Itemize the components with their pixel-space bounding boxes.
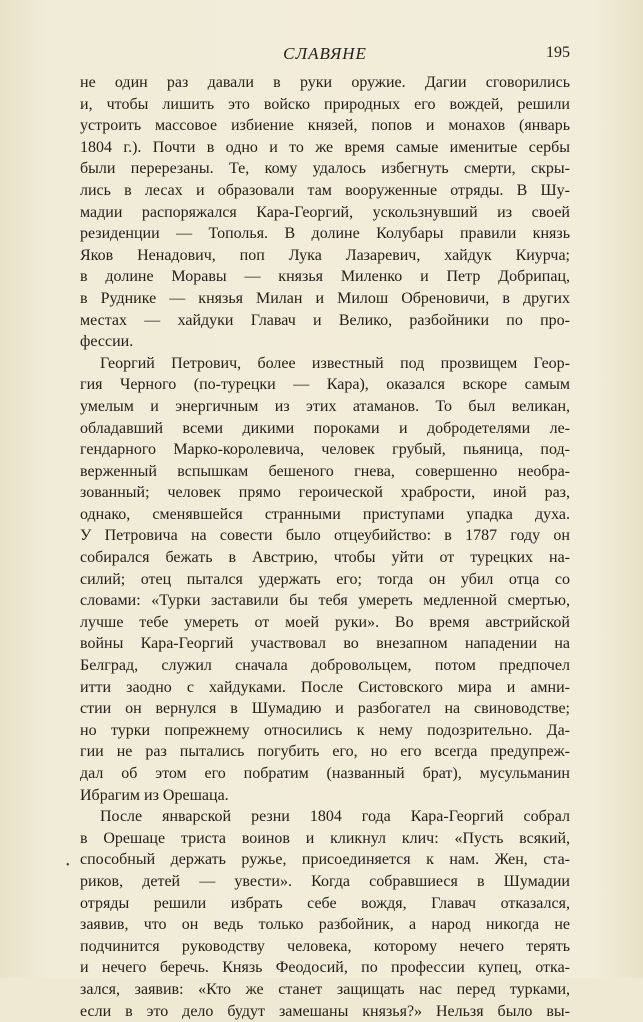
text-line: если в это дело будут замешаны князья?» Нельзя было вы- [80, 1002, 570, 1020]
text-line: 1804 г.). Почти в одно и то же время самые именитые сербы [80, 138, 570, 156]
text-line: отряды решили избрать себе вождя, Главач отказался, [80, 894, 570, 912]
text-line: лись в лесах и образовали там вооруженные отряды. В Шу- [80, 181, 570, 199]
text-line: Яков Ненадович, поп Лука Лазаревич, хайдук Киурча; [80, 246, 570, 264]
text-line: верженный вспышкам бешеного гнева, совершенно необра- [80, 462, 570, 480]
text-line: Георгий Петрович, более известный под прозвищем Геор- [100, 354, 570, 372]
text-line: фессии. [80, 333, 134, 351]
text-line: силий; отец пытался удержать его; тогда он убил отца со [80, 570, 570, 588]
text-line: заявив, что он ведь только разбойник, а народ никогда не [80, 916, 570, 934]
text-line: подчинится руководству человека, которому нечего терять [80, 937, 570, 955]
text-line: Ибрагим из Орешаца. [80, 786, 229, 804]
text-line: резиденции — Тополья. В долине Колубары правили князь [80, 225, 570, 243]
text-line: риков, детей — увести». Когда собравшиеся в Шумадии [80, 872, 570, 890]
text-line: Белград, служил сначала добровольцем, потом предпочел [80, 657, 570, 675]
text-line: стии он вернулся в Шумадию и разбогател на свиноводстве; [80, 700, 570, 718]
text-line: местах — хайдуки Главач и Велико, разбойники по про- [80, 311, 570, 329]
text-line: и нечего беречь. Князь Феодосий, по профессии купец, отка- [80, 959, 570, 977]
text-line: зованный; человек прямо героической храбрости, иной раз, [80, 484, 570, 502]
text-line: обладавший всеми дикими пороками и добродетелями ле- [80, 419, 570, 437]
page-header [80, 40, 570, 66]
text-line: в долине Моравы — князья Миленко и Петр Добрипац, [80, 268, 570, 286]
text-line: способный держать ружье, присоединяется к нам. Жен, ста- [80, 851, 570, 869]
text-line: но турки попрежнему относились к нему подозрительно. Да- [80, 721, 570, 739]
text-line: После январской резни 1804 года Кара-Георгий собрал [100, 808, 570, 826]
text-line: однако, сменявшейся странными приступами упадка духа. [80, 505, 570, 523]
text-line: в Орешаце триста воинов и кликнул клич: «Пусть всякий, [80, 829, 570, 847]
text-line: были перерезаны. Те, кому удалось избегнуть смерти, скры- [80, 160, 570, 178]
text-line: собирался бежать в Австрию, чтобы уйти от турецких на- [80, 549, 570, 567]
text-line: и, чтобы лишить это войско природных его вождей, решили [80, 95, 570, 113]
text-line: устроить массовое избиение князей, попов и монахов (январь [80, 117, 570, 135]
text-line: гии не раз пытались погубить его, но его всегда предупреж- [80, 743, 570, 761]
ornament-mark: • [66, 860, 70, 871]
text-line: гия Черного (по-турецки — Кара), оказался вскоре самым [80, 376, 570, 394]
text-line: зался, заявив: «Кто же станет защищать нас перед турками, [80, 980, 570, 998]
text-line: войны Кара-Георгий участвовал во внезапном нападении на [80, 635, 570, 653]
body-text [80, 72, 570, 1022]
text-line: гендарного Марко-королевича, человек грубый, пьяница, под- [80, 441, 570, 459]
text-line: словами: «Турки заставили бы тебя умереть медленной смертью, [80, 592, 570, 610]
text-line: У Петровича на совести было отцеубийство: в 1787 году он [80, 527, 570, 545]
text-line: лучше тебе умереть от моей руки». Во время австрийской [80, 613, 570, 631]
page-number: 195 [546, 44, 570, 61]
text-line: умелым и энергичным из этих атаманов. То был великан, [80, 397, 570, 415]
text-line: не один раз давали в руки оружие. Дагии сговорились [80, 74, 570, 91]
running-title: СЛАВЯНЕ [283, 44, 367, 63]
text-line: дал об этом его побратим (названный брат), мусульманин [80, 765, 570, 782]
text-line: итти заодно с хайдуками. После Систовского мира и амни- [80, 678, 570, 696]
text-line: в Руднике — князья Милан и Милош Обреновичи, в других [80, 289, 570, 307]
text-line: мадии распоряжался Кара-Георгий, ускользнувший из своей [80, 203, 570, 221]
